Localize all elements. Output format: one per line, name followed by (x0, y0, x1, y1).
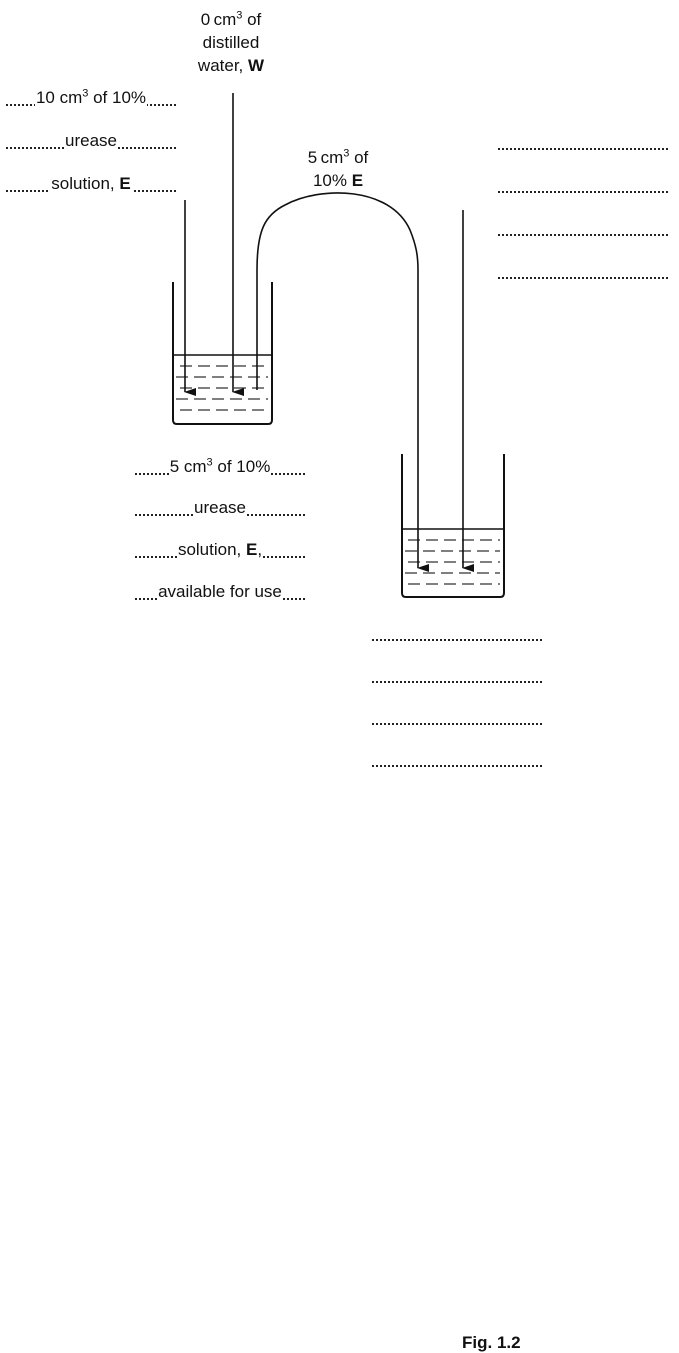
water-amount: 0 (200, 10, 211, 29)
left-line3-code: E (119, 174, 131, 193)
left-line1-post: of 10% (88, 88, 147, 107)
left-label-line2 (6, 131, 176, 151)
water-of: of (242, 10, 262, 29)
transfer-unit-exp: 3 (343, 147, 350, 160)
left-line3-pre: solution, (51, 174, 120, 193)
bottom-label-line3 (135, 540, 305, 560)
answer-line-right-2[interactable] (498, 175, 668, 195)
answer-line-right-3[interactable] (498, 218, 668, 238)
bottom-line1-pre: 5 cm (169, 457, 207, 476)
figure-caption: Fig. 1.2 (462, 1333, 521, 1352)
answer-line-bottom-4[interactable] (372, 749, 542, 769)
left-line1-exp: 3 (82, 88, 89, 100)
answer-line-bottom-3[interactable] (372, 707, 542, 727)
left-line2: urease (65, 131, 117, 150)
transfer-of: of (349, 148, 369, 167)
water-line3: water, (197, 56, 249, 75)
bottom-label-line1 (135, 457, 305, 477)
bottom-line1-exp: 3 (206, 457, 213, 469)
bottom-line3-post: , (257, 540, 263, 559)
bottom-line2: urease (194, 498, 246, 517)
bottom-line1-post: of 10% (212, 457, 271, 476)
water-line2: distilled (202, 33, 260, 52)
bottom-label-line2 (135, 498, 305, 518)
transfer-amount: 5 (307, 148, 318, 167)
transfer-code: E (351, 171, 364, 190)
water-unit: cm (213, 10, 237, 29)
transfer-line2: 10% (312, 171, 352, 190)
water-label (176, 10, 286, 76)
bottom-line3-pre: solution, (177, 540, 246, 559)
bottom-line4: available for use (158, 582, 282, 601)
water-code: W (248, 56, 265, 75)
left-label-line3 (6, 174, 176, 194)
left-label-line1 (6, 88, 176, 108)
answer-line-bottom-2[interactable] (372, 665, 542, 685)
water-unit-exp: 3 (236, 9, 243, 22)
transfer-unit: cm (320, 148, 344, 167)
left-line1-pre: 10 cm (35, 88, 83, 107)
bottom-line3-code: E (245, 540, 258, 559)
answer-line-right-1[interactable] (498, 132, 668, 152)
transfer-label (288, 148, 388, 191)
bottom-label-line4 (135, 582, 305, 602)
answer-line-bottom-1[interactable] (372, 623, 542, 643)
answer-line-right-4[interactable] (498, 261, 668, 281)
